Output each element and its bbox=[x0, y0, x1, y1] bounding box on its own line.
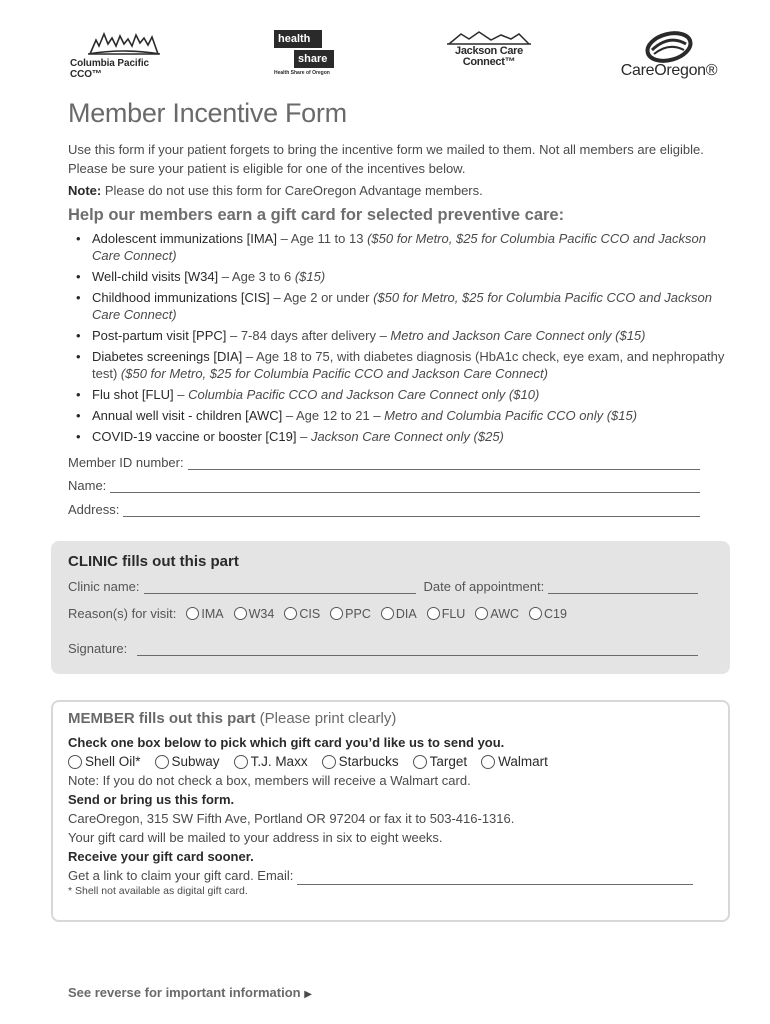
reverse-note: See reverse for important information ▶ bbox=[68, 985, 312, 1000]
radio-icon[interactable] bbox=[234, 755, 248, 769]
page-title: Member Incentive Form bbox=[68, 98, 347, 128]
list-item: • Post-partum visit [PPC] – 7-84 days after delivery – Metro and Jackson Care Connect only ($15) bbox=[76, 327, 736, 344]
signature-row bbox=[68, 641, 698, 656]
incentives-heading: Help our members earn a gift card for selected preventive care: bbox=[68, 206, 565, 224]
radio-icon[interactable] bbox=[481, 755, 495, 769]
address-field[interactable] bbox=[123, 503, 700, 517]
radio-icon[interactable] bbox=[475, 607, 488, 620]
radio-icon[interactable] bbox=[155, 755, 169, 769]
reasons-label: Reason(s) for visit: bbox=[68, 606, 177, 621]
jackson-care-connect-logo: Jackson Care Connect™ bbox=[444, 30, 534, 68]
careoregon-logo: CareOregon® bbox=[614, 30, 724, 80]
radio-icon[interactable] bbox=[186, 607, 199, 620]
radio-icon[interactable] bbox=[427, 607, 440, 620]
card-walmart[interactable]: Walmart bbox=[481, 752, 548, 771]
check-heading: Check one box below to pick which gift card you’d like us to send you. bbox=[68, 735, 505, 750]
clinic-name-row bbox=[68, 579, 698, 594]
triangle-right-icon: ▶ bbox=[304, 989, 312, 1000]
name-row bbox=[68, 478, 700, 493]
reason-w34[interactable]: W34 bbox=[234, 607, 275, 621]
reason-ima[interactable]: IMA bbox=[186, 607, 223, 621]
radio-icon[interactable] bbox=[234, 607, 247, 620]
note-text: Note: Please do not use this form for CareOregon Advantage members. bbox=[68, 183, 483, 198]
member-heading: MEMBER fills out this part (Please print clearly) bbox=[68, 710, 397, 727]
card-shell-oil[interactable]: Shell Oil* bbox=[68, 752, 141, 771]
card-starbucks[interactable]: Starbucks bbox=[322, 752, 399, 771]
name-label: Name: bbox=[68, 478, 107, 493]
member-id-field[interactable] bbox=[188, 456, 700, 470]
address-label: Address: bbox=[68, 502, 120, 517]
appointment-date-field[interactable] bbox=[548, 580, 698, 594]
radio-icon[interactable] bbox=[330, 607, 343, 620]
radio-icon[interactable] bbox=[413, 755, 427, 769]
incentives-list bbox=[76, 230, 736, 449]
intro-text: Use this form if your patient forgets to bring the incentive form we mailed to them. Not all members are eligible. Please be sure your patient is eligible for one of the incentives below. bbox=[68, 142, 704, 176]
reason-cis[interactable]: CIS bbox=[284, 607, 320, 621]
list-item: • Adolescent immunizations [IMA] – Age 11 to 13 ($50 for Metro, $25 for Columbia Pacific CCO and Jackson Care Connect) bbox=[76, 230, 736, 264]
member-id-row bbox=[68, 455, 700, 470]
intro-section bbox=[68, 140, 728, 200]
list-item: • Well-child visits [W34] – Age 3 to 6 ($15) bbox=[76, 268, 736, 285]
mountain-line-icon bbox=[447, 30, 531, 46]
send-heading: Send or bring us this form. bbox=[68, 792, 235, 807]
columbia-pacific-cco-logo: Columbia Pacific CCO™ bbox=[70, 30, 180, 80]
card-target[interactable]: Target bbox=[413, 752, 468, 771]
mountains-icon bbox=[88, 30, 160, 56]
address-row bbox=[68, 502, 700, 517]
email-label: Get a link to claim your gift card. Email: bbox=[68, 868, 294, 883]
list-item: • Annual well visit - children [AWC] – Age 12 to 21 – Metro and Columbia Pacific CCO only ($15) bbox=[76, 407, 736, 424]
partner-logos bbox=[0, 30, 770, 90]
radio-icon[interactable] bbox=[529, 607, 542, 620]
card-tj-maxx[interactable]: T.J. Maxx bbox=[234, 752, 308, 771]
name-field[interactable] bbox=[110, 479, 700, 493]
check-note: Note: If you do not check a box, members will receive a Walmart card. bbox=[68, 773, 471, 788]
list-item: • Flu shot [FLU] – Columbia Pacific CCO and Jackson Care Connect only ($10) bbox=[76, 386, 736, 403]
reason-awc[interactable]: AWC bbox=[475, 607, 519, 621]
radio-icon[interactable] bbox=[381, 607, 394, 620]
signature-label: Signature: bbox=[68, 641, 128, 656]
signature-field[interactable] bbox=[137, 642, 698, 656]
member-id-label: Member ID number: bbox=[68, 455, 184, 470]
gift-card-options bbox=[68, 752, 708, 771]
list-item: • Childhood immunizations [CIS] – Age 2 or under ($50 for Metro, $25 for Columbia Pacific CCO and Jackson Care Connect) bbox=[76, 289, 736, 323]
clinic-section bbox=[51, 541, 730, 674]
gift-card-choice bbox=[68, 733, 708, 898]
radio-icon[interactable] bbox=[284, 607, 297, 620]
reason-c19[interactable]: C19 bbox=[529, 607, 567, 621]
member-section bbox=[51, 700, 730, 922]
list-item: • Diabetes screenings [DIA] – Age 18 to 75, with diabetes diagnosis (HbA1c check, eye exam, and nephropathy test) ($50 for Metro, $25 for Columbia Pacific CCO and Jackson Care Connect) bbox=[76, 348, 736, 382]
radio-icon[interactable] bbox=[68, 755, 82, 769]
careoregon-swirl-icon bbox=[644, 30, 694, 64]
list-item: • COVID-19 vaccine or booster [C19] – Jackson Care Connect only ($25) bbox=[76, 428, 736, 445]
reason-ppc[interactable]: PPC bbox=[330, 607, 371, 621]
reason-flu[interactable]: FLU bbox=[427, 607, 466, 621]
clinic-name-field[interactable] bbox=[144, 580, 416, 594]
email-row bbox=[68, 866, 708, 885]
health-share-logo: health share Health Share of Oregon bbox=[274, 30, 336, 76]
mail-note: Your gift card will be mailed to your address in six to eight weeks. bbox=[68, 830, 443, 845]
clinic-heading: CLINIC fills out this part bbox=[68, 553, 239, 570]
radio-icon[interactable] bbox=[322, 755, 336, 769]
clinic-name-label: Clinic name: bbox=[68, 579, 140, 594]
visit-reasons bbox=[68, 606, 567, 621]
email-field[interactable] bbox=[297, 871, 693, 885]
mailing-address: CareOregon, 315 SW Fifth Ave, Portland OR 97204 or fax it to 503-416-1316. bbox=[68, 811, 515, 826]
footnote: * Shell not available as digital gift card. bbox=[68, 885, 248, 897]
reason-dia[interactable]: DIA bbox=[381, 607, 417, 621]
card-subway[interactable]: Subway bbox=[155, 752, 220, 771]
sooner-heading: Receive your gift card sooner. bbox=[68, 849, 254, 864]
appointment-date-label: Date of appointment: bbox=[423, 579, 545, 594]
